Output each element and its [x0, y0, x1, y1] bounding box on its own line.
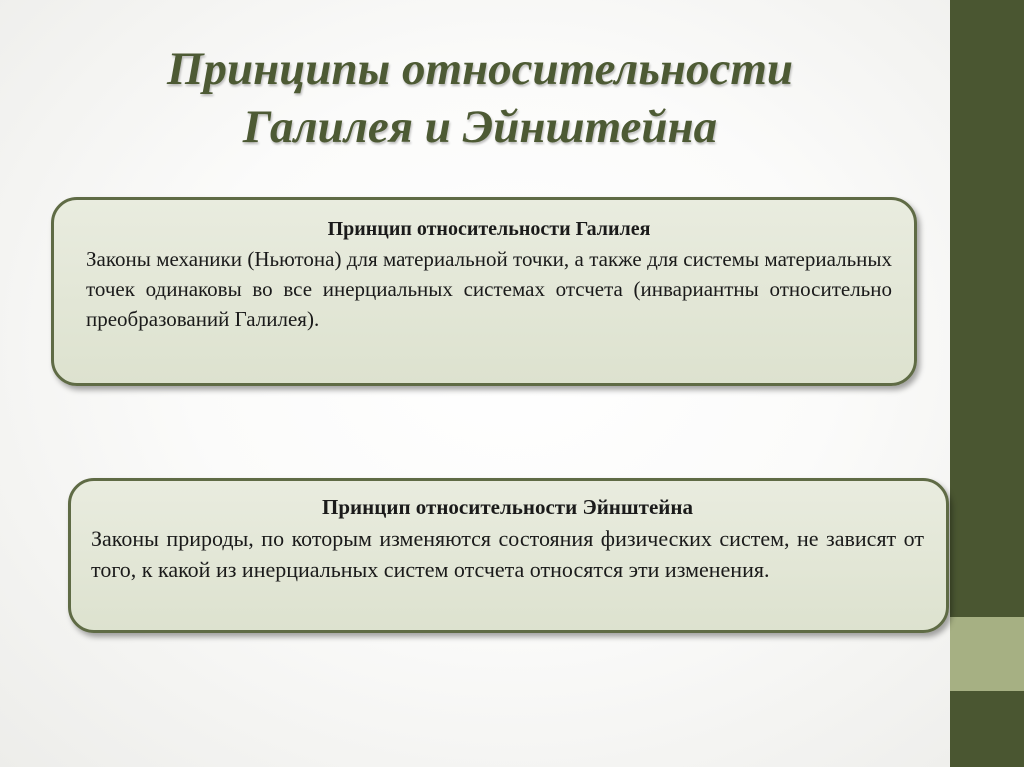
- einstein-principle-text: Законы природы, по которым изменяются состояния физических систем, не зависят от того, к какой из инерциальных систем отсчета относятся эти изменения.: [91, 526, 924, 582]
- slide-title: [100, 40, 860, 156]
- galileo-principle-text: Законы механики (Ньютона) для материальной точки, а также для системы материальных точек одинаковы во все инерциальных системах отсчета (инвариантны относительно преобразований Галилея).: [86, 247, 892, 331]
- slide-title-line-2: Галилея и Эйнштейна: [242, 101, 718, 153]
- einstein-principle-card: [68, 478, 949, 633]
- decorative-side-block: [950, 617, 1024, 691]
- einstein-principle-heading: Принцип относительности Эйнштейна: [322, 495, 693, 519]
- galileo-principle-card: [51, 197, 917, 386]
- slide-title-line-1: Принципы относительности: [166, 43, 794, 95]
- galileo-principle-heading: Принцип относительности Галилея: [327, 218, 651, 240]
